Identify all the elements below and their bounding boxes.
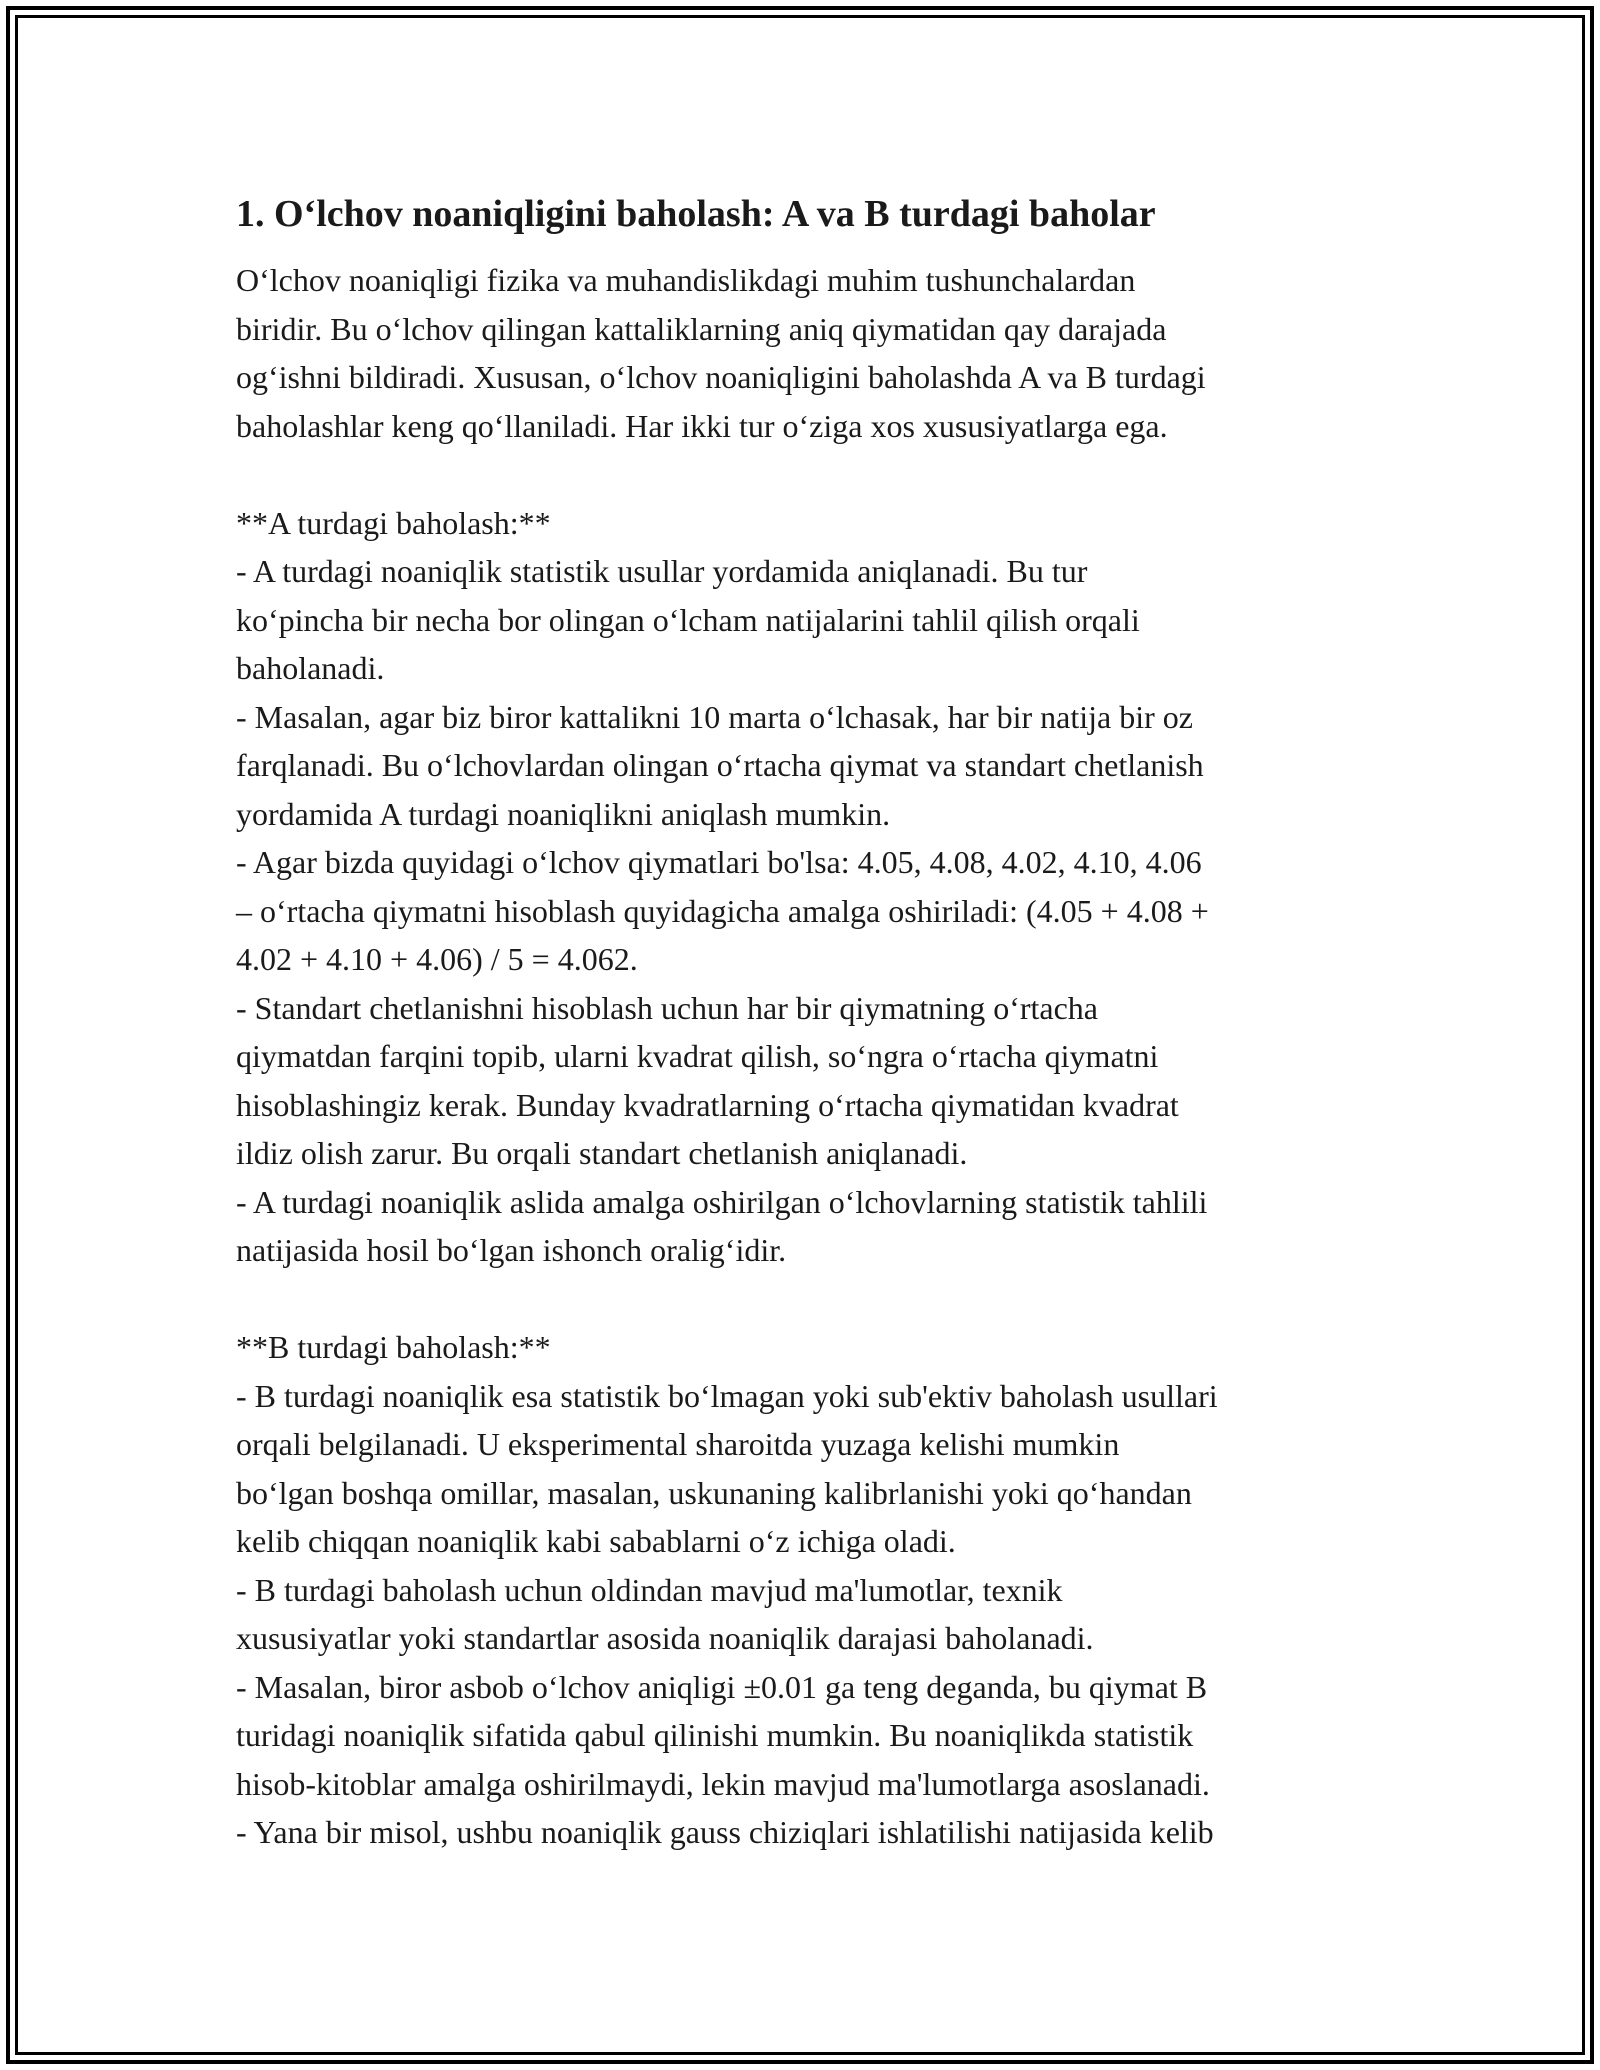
section-b-heading: **B turdagi baholash:** — [236, 1329, 551, 1365]
text-line: baholanadi. — [236, 650, 385, 686]
text-line: og‘ishni bildiradi. Xususan, o‘lchov noaniqligini baholashda A va B turdagi — [236, 359, 1206, 395]
text-line: - Masalan, biror asbob o‘lchov aniqligi ±0.01 ga teng deganda, bu qiymat B — [236, 1668, 1208, 1705]
text-line: xususiyatlar yoki standartlar asosida noaniqlik darajasi baholanadi. — [236, 1620, 1094, 1656]
text-line: yordamida A turdagi noaniqlikni aniqlash mumkin. — [236, 795, 891, 832]
text-line: - Yana bir misol, ushbu noaniqlik gauss chiziqlari ishlatilishi natijasida kelib — [236, 1814, 1214, 1850]
text-line: farqlanadi. Bu o‘lchovlardan olingan o‘rtacha qiymat va standart chetlanish — [236, 747, 1204, 783]
text-line: - B turdagi noaniqlik esa statistik bo‘lmagan yoki sub'ektiv baholash usullari — [236, 1377, 1218, 1414]
text-line: hisoblashingiz kerak. Bunday kvadratlarning o‘rtacha qiymatidan kvadrat — [236, 1086, 1179, 1123]
text-line: - A turdagi noaniqlik statistik usullar yordamida aniqlanadi. Bu tur — [236, 553, 1088, 589]
text-line: 4.02 + 4.10 + 4.06) / 5 = 4.062. — [236, 941, 638, 977]
intro-paragraph — [236, 256, 1376, 450]
text-line: ildiz olish zarur. Bu orqali standart chetlanish aniqlanadi. — [236, 1135, 968, 1171]
text-line: O‘lchov noaniqligi fizika va muhandislikdagi muhim tushunchalardan — [236, 262, 1136, 298]
section-a — [236, 499, 1376, 1275]
text-line: - Standart chetlanishni hisoblash uchun har bir qiymatning o‘rtacha — [236, 989, 1098, 1026]
text-line: biridir. Bu o‘lchov qilingan kattaliklarning aniq qiymatidan qay darajada — [236, 310, 1167, 347]
text-line: - Masalan, agar biz biror kattalikni 10 marta o‘lchasak, har bir natija bir oz — [236, 698, 1193, 735]
blank-line — [236, 1275, 1376, 1324]
text-line: - Agar bizda quyidagi o‘lchov qiymatlari bo'lsa: 4.05, 4.08, 4.02, 4.10, 4.06 — [236, 844, 1202, 880]
text-line: turidagi noaniqlik sifatida qabul qilinishi mumkin. Bu noaniqlikda statistik — [236, 1717, 1194, 1753]
text-line: orqali belgilanadi. U eksperimental sharoitda yuzaga kelishi mumkin — [236, 1426, 1120, 1462]
text-line: kelib chiqqan noaniqlik kabi sabablarni o‘z ichiga oladi. — [236, 1523, 956, 1559]
text-line: ko‘pincha bir necha bor olingan o‘lcham natijalarini tahlil qilish orqali — [236, 601, 1140, 638]
text-line: - B turdagi baholash uchun oldindan mavjud ma'lumotlar, texnik — [236, 1571, 1063, 1608]
text-line: hisob-kitoblar amalga oshirilmaydi, lekin mavjud ma'lumotlarga asoslanadi. — [236, 1765, 1210, 1802]
text-line: qiymatdan farqini topib, ularni kvadrat qilish, so‘ngra o‘rtacha qiymatni — [236, 1038, 1159, 1074]
document-title: 1. O‘lchov noaniqligini baholash: A va B turdagi baholar — [236, 193, 1156, 235]
document-body — [236, 190, 1376, 1857]
text-line: – o‘rtacha qiymatni hisoblash quyidagicha amalga oshiriladi: (4.05 + 4.08 + — [236, 892, 1209, 929]
text-line: - A turdagi noaniqlik aslida amalga oshirilgan o‘lchovlarning statistik tahlili — [236, 1183, 1208, 1220]
text-line: bo‘lgan boshqa omillar, masalan, uskunaning kalibrlanishi yoki qo‘handan — [236, 1474, 1192, 1511]
blank-line — [236, 450, 1376, 499]
text-line: baholashlar keng qo‘llaniladi. Har ikki tur o‘ziga xos xususiyatlarga ega. — [236, 407, 1168, 444]
section-b — [236, 1323, 1376, 1857]
section-a-heading: **A turdagi baholash:** — [236, 504, 551, 541]
text-line: natijasida hosil bo‘lgan ishonch oralig‘idir. — [236, 1232, 787, 1268]
